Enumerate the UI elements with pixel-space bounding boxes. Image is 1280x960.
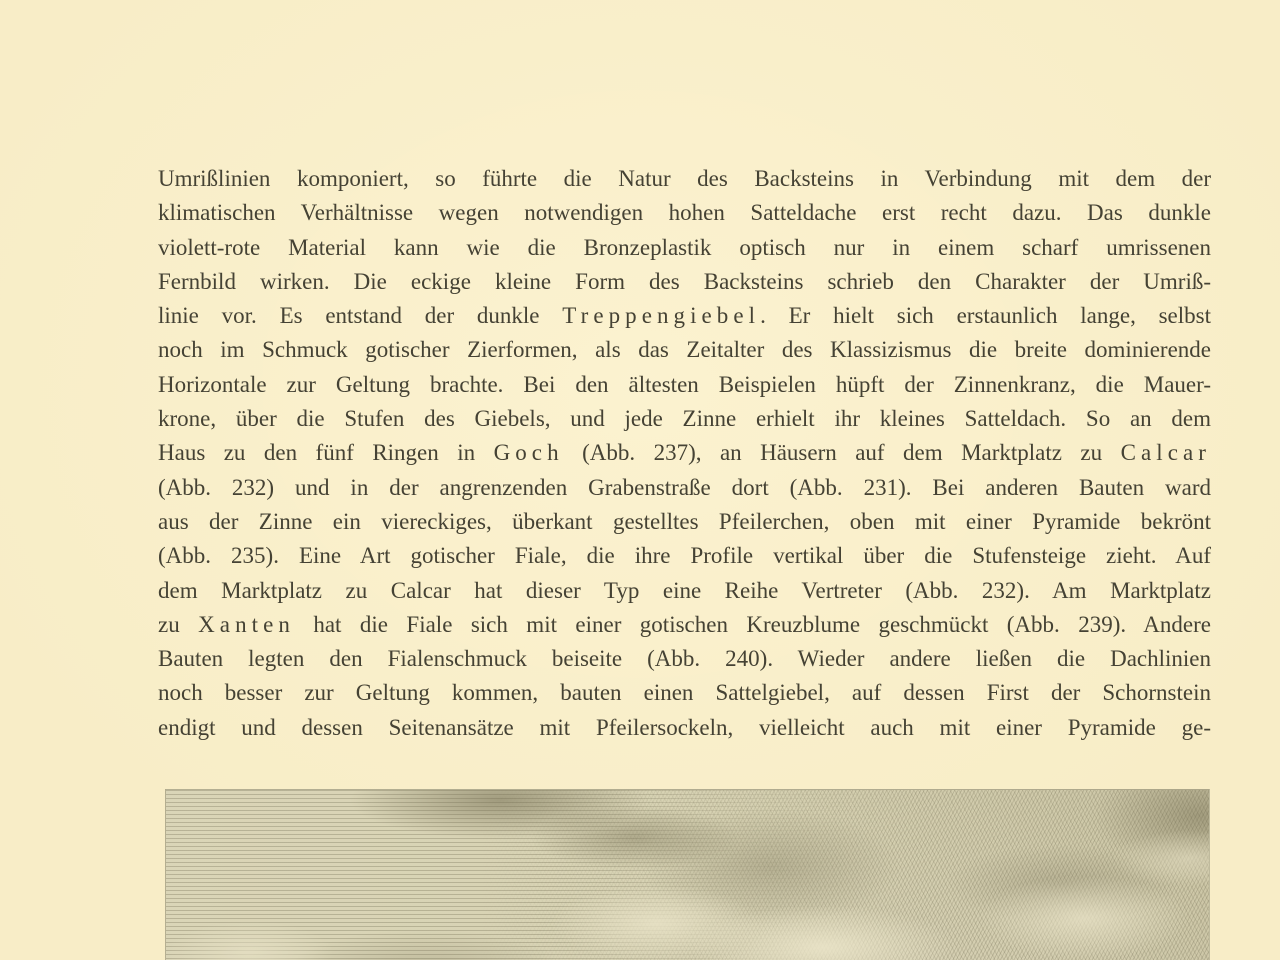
text-line	[158, 231, 1211, 265]
text-segment: violett-rote Material kann wie die Bronzeplastik optisch nur in einem scharf umrissenen	[158, 234, 1211, 260]
text-line	[158, 471, 1211, 505]
text-segment: (Abb. 235). Eine Art gotischer Fiale, die ihre Profile vertikal über die Stufensteige zieht. Auf	[158, 543, 1211, 569]
text-line	[158, 402, 1211, 436]
text-line	[158, 608, 1211, 642]
text-line	[158, 676, 1211, 710]
text-line	[158, 436, 1211, 470]
text-segment: noch besser zur Geltung kommen, bauten einen Sattelgiebel, auf dessen First der Schornstein	[158, 680, 1211, 706]
text-segment: (Abb. 232) und in der angrenzenden Grabenstraße dort (Abb. 231). Bei anderen Bauten ward	[158, 474, 1211, 500]
text-segment: (Abb. 237), an Häusern auf dem Marktplatz zu	[563, 440, 1121, 466]
text-segment: krone, über die Stufen des Giebels, und jede Zinne erhielt ihr kleines Satteldach. So an dem	[158, 406, 1211, 432]
text-segment: hat die Fiale sich mit einer gotischen Kreuzblume geschmückt (Abb. 239). Andere	[294, 611, 1211, 637]
illustration-plate	[165, 789, 1210, 960]
text-segment: Fernbild wirken. Die eckige kleine Form des Backsteins schrieb den Charakter der Umriß-	[158, 268, 1211, 294]
text-line	[158, 196, 1211, 230]
letterspaced-word: Xanten	[198, 611, 295, 637]
text-segment: Haus zu den fünf Ringen in	[158, 440, 494, 466]
text-line	[158, 265, 1211, 299]
letterspaced-word: Calcar	[1120, 440, 1211, 466]
text-segment: . Er hielt sich erstaunlich lange, selbst	[760, 303, 1211, 329]
text-line	[158, 368, 1211, 402]
text-line	[158, 505, 1211, 539]
letterspaced-word: Goch	[493, 440, 564, 466]
text-segment: Horizontale zur Geltung brachte. Bei den ältesten Beispielen hüpft der Zinnenkranz, die Mauer-	[158, 371, 1211, 397]
text-segment: dem Marktplatz zu Calcar hat dieser Typ eine Reihe Vertreter (Abb. 232). Am Marktplatz	[158, 577, 1211, 603]
text-line	[158, 539, 1211, 573]
text-line	[158, 299, 1211, 333]
text-segment: Umrißlinien komponiert, so führte die Natur des Backsteins in Verbindung mit dem der	[158, 166, 1211, 191]
text-segment: linie vor. Es entstand der dunkle	[158, 303, 563, 329]
letterspaced-word: Treppengiebel	[562, 303, 761, 329]
text-segment: aus der Zinne ein viereckiges, überkant gestelltes Pfeilerchen, oben mit einer Pyramide bekrönt	[158, 508, 1211, 534]
text-segment: klimatischen Verhältnisse wegen notwendigen hohen Satteldache erst recht dazu. Das dunkle	[158, 200, 1211, 226]
text-segment: noch im Schmuck gotischer Zierformen, als das Zeitalter des Klassizismus die breite dominierende	[158, 337, 1211, 363]
text-line	[158, 642, 1211, 676]
text-segment: Bauten legten den Fialenschmuck beiseite (Abb. 240). Wieder andere ließen die Dachlinien	[158, 646, 1211, 672]
text-segment: endigt und dessen Seitenansätze mit Pfeilersockeln, vielleicht auch mit einer Pyramide ge-	[158, 714, 1211, 740]
text-segment: zu	[158, 611, 199, 637]
text-block	[158, 162, 1211, 745]
text-line	[158, 162, 1211, 196]
light-cloud-highlights	[166, 790, 1209, 960]
text-line	[158, 711, 1211, 745]
text-line	[158, 333, 1211, 367]
text-line	[158, 574, 1211, 608]
